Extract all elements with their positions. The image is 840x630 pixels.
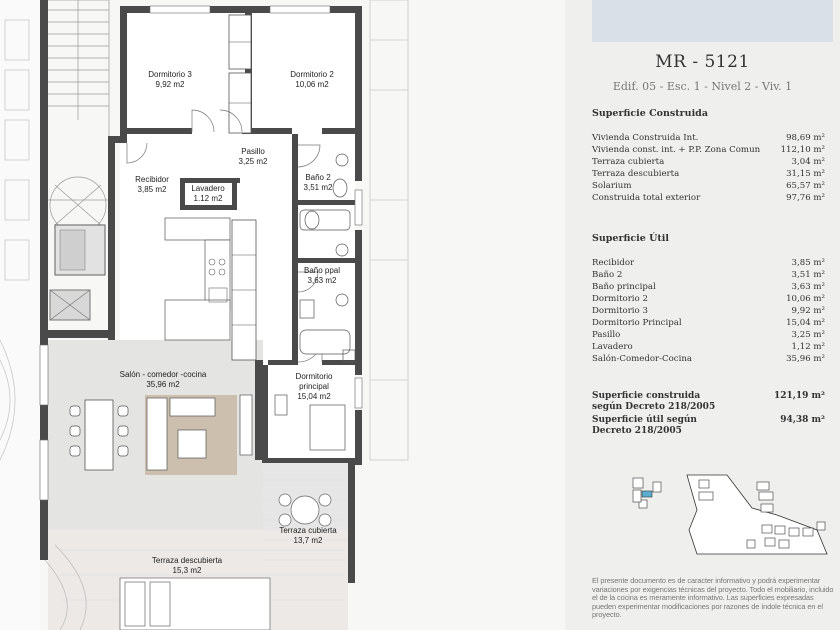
util-row: Lavadero 1,12 m² [592,342,825,352]
room-label-recibidor: Recibidor 3,85 m2 [135,175,169,194]
room-label-pasillo: Pasillo 3,25 m2 [238,147,268,166]
disclaimer: El presente documento es de caracter informativo y podrá experimentar variaciones por exigencias técnicas del proyecto. Todo el mobiliario, incluido el de la cocina es meramente informativo. Las superficies expresadas pueden experimentar modificaciones por razones de índole técnica en el proyecto. [592,576,834,620]
util-row: Dormitorio 3 9,92 m² [592,306,825,316]
room-label-terraza-cubierta: Terraza cubierta 13,7 m2 [279,526,337,545]
construida-row: Vivienda Construida Int. 98,69 m² [592,133,825,143]
room-label-terraza-descubierta: Terraza descubierta 15,3 m2 [151,556,223,575]
property-location: Edif. 05 - Esc. 1 - Nivel 2 - Viv. 1 [612,80,793,93]
util-row: Pasillo 3,25 m² [592,330,825,340]
staircase [47,0,109,233]
room-label-lavadero: Lavadero 1.12 m2 [191,184,225,203]
total-construida: Superficie construida según Decreto 218/2005 121,19 m² [592,391,825,412]
totals [592,391,825,439]
construida-row: Terraza descubierta 31,15 m² [592,169,825,179]
util-row: Baño principal 3,63 m² [592,282,825,292]
site-location-map [627,470,832,558]
property-code: MR - 5121 [655,52,750,72]
construida-row: Vivienda const. int. + P.P. Zona Comun 112,10 m² [592,145,825,155]
util-row: Dormitorio 2 10,06 m² [592,294,825,304]
room-label-banoppal: Baño ppal 3,63 m2 [303,266,341,285]
room-label-dorm2: Dormitorio 2 10,06 m2 [290,70,334,89]
total-util: Superficie útil según Decreto 218/2005 94,38 m² [592,415,825,436]
construida-row: Construida total exterior 97,76 m² [592,193,825,203]
util-row: Salón-Comedor-Cocina 35,96 m² [592,354,825,364]
info-panel [565,0,840,630]
construida-title: Superficie Construida [592,108,708,119]
util-row: Baño 2 3,51 m² [592,270,825,280]
unit-highlight [642,491,652,497]
construida-list [592,132,825,204]
header-box [592,0,833,42]
room-label-bano2: Baño 2 3,51 m2 [303,173,333,192]
util-row: Recibidor 3,85 m² [592,258,825,268]
util-row: Dormitorio Principal 15,04 m² [592,318,825,328]
util-list [592,257,825,365]
room-label-dormppal: Dormitorio principal 15,04 m2 [295,372,333,401]
construida-row: Terraza cubierta 3,04 m² [592,157,825,167]
construida-row: Solarium 65,57 m² [592,181,825,191]
room-label-dorm3: Dormitorio 3 9,92 m2 [148,70,192,89]
util-title: Superficie Útil [592,233,670,244]
room-label-salon: Salón - comedor -cocina 35,96 m2 [119,370,207,389]
